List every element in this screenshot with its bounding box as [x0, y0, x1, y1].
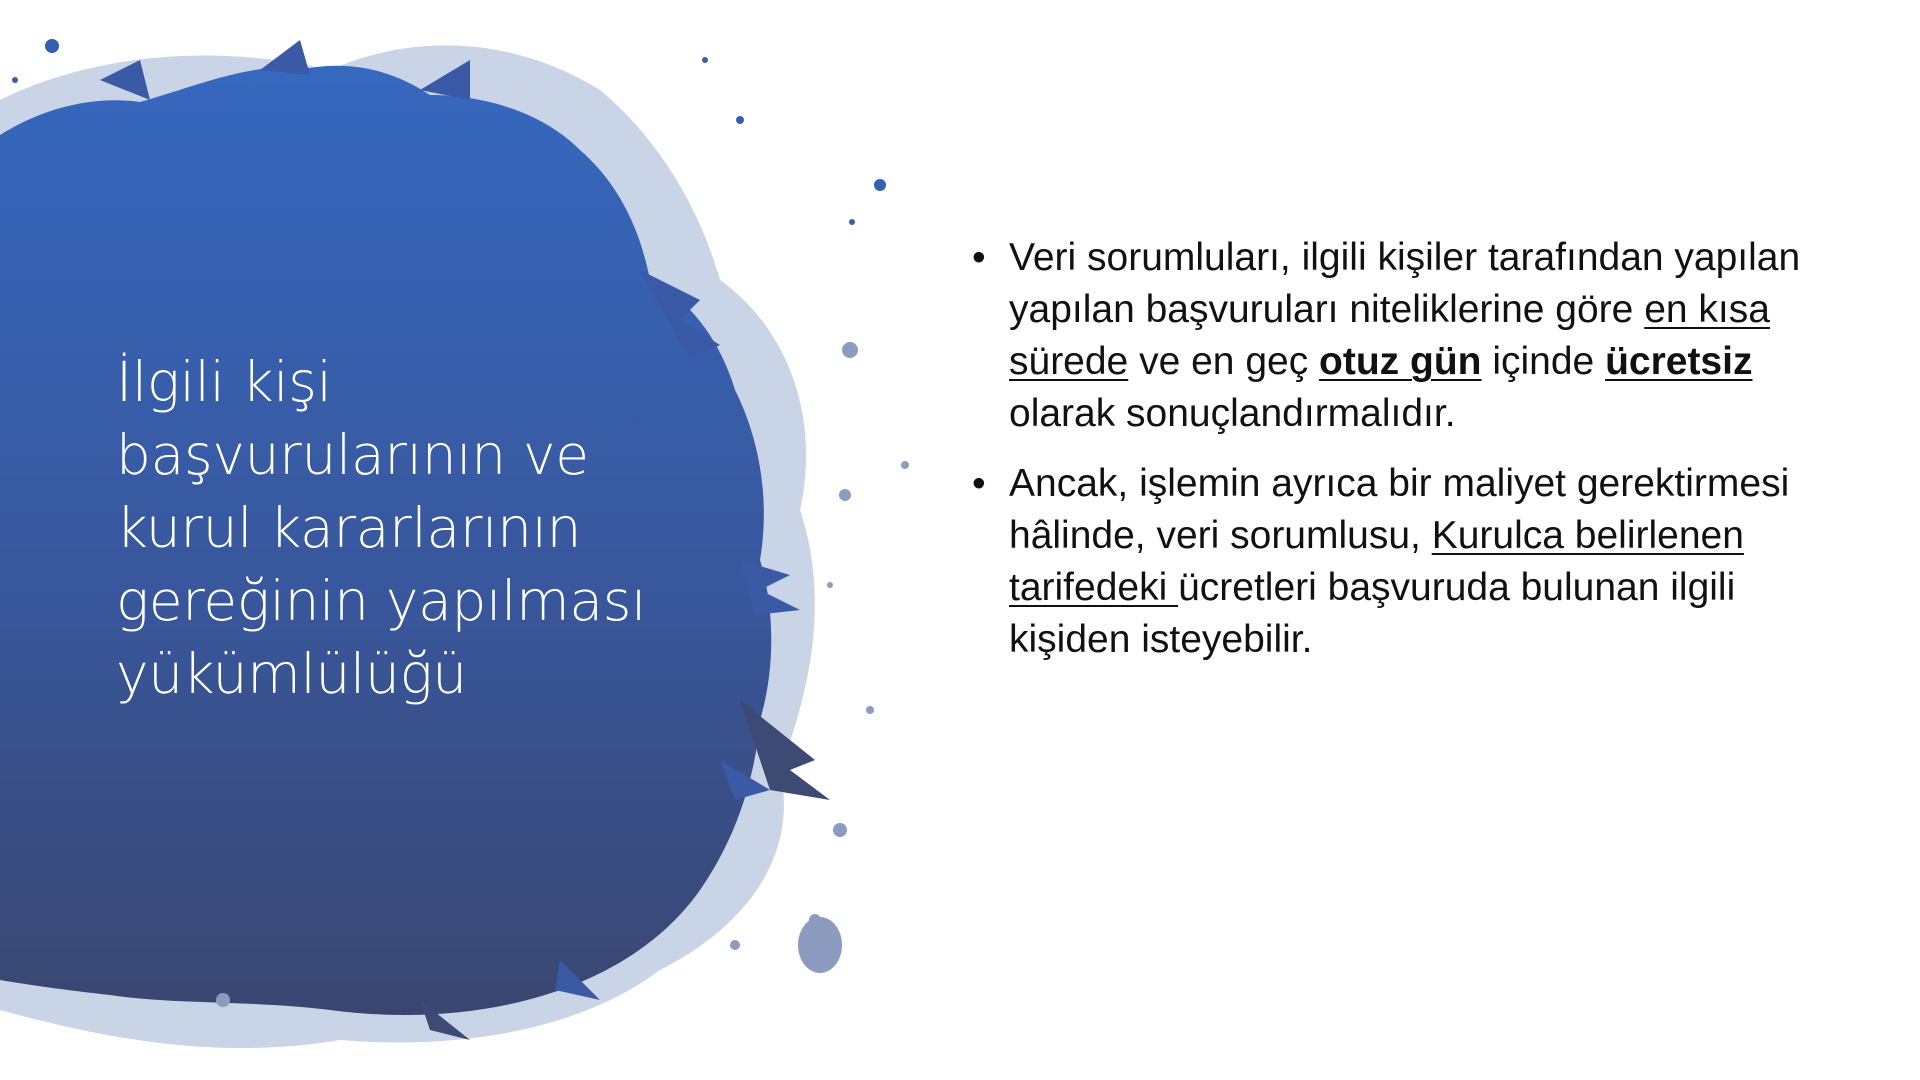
bullet-text: ücretleri başvuruda bulunan ilgili kişiden isteyebilir. — [1009, 566, 1736, 661]
bullet-text: ve en geç — [1128, 340, 1320, 383]
slide-title: İlgili kişi başvurularının ve kurul kararlarının gereğinin yapılması yükümlülüğü — [116, 350, 647, 706]
list-item — [972, 232, 1852, 440]
emphasis-underline: en kısa sürede — [1009, 288, 1770, 383]
list-item — [972, 458, 1852, 666]
bullet-marker: • — [972, 462, 986, 505]
bullet-list — [972, 232, 1852, 666]
emphasis-underline: Kurulca belirlenen tarifedeki — [1009, 514, 1744, 609]
emphasis-bold-underline: ücretsiz — [1605, 340, 1753, 383]
emphasis-bold-underline: otuz gün — [1319, 340, 1482, 383]
bullet-text: içinde — [1481, 340, 1606, 383]
bullet-text: Veri sorumluları, ilgili kişiler tarafından yapılan yapılan başvuruları niteliklerine göre — [1009, 236, 1801, 331]
bullet-marker: • — [972, 236, 986, 279]
bullet-text: olarak sonuçlandırmalıdır. — [1009, 392, 1456, 435]
content-body — [972, 232, 1852, 684]
bullet-text: Ancak, işlemin ayrıca bir maliyet gerektirmesi hâlinde, veri sorumlusu, — [1009, 462, 1790, 557]
